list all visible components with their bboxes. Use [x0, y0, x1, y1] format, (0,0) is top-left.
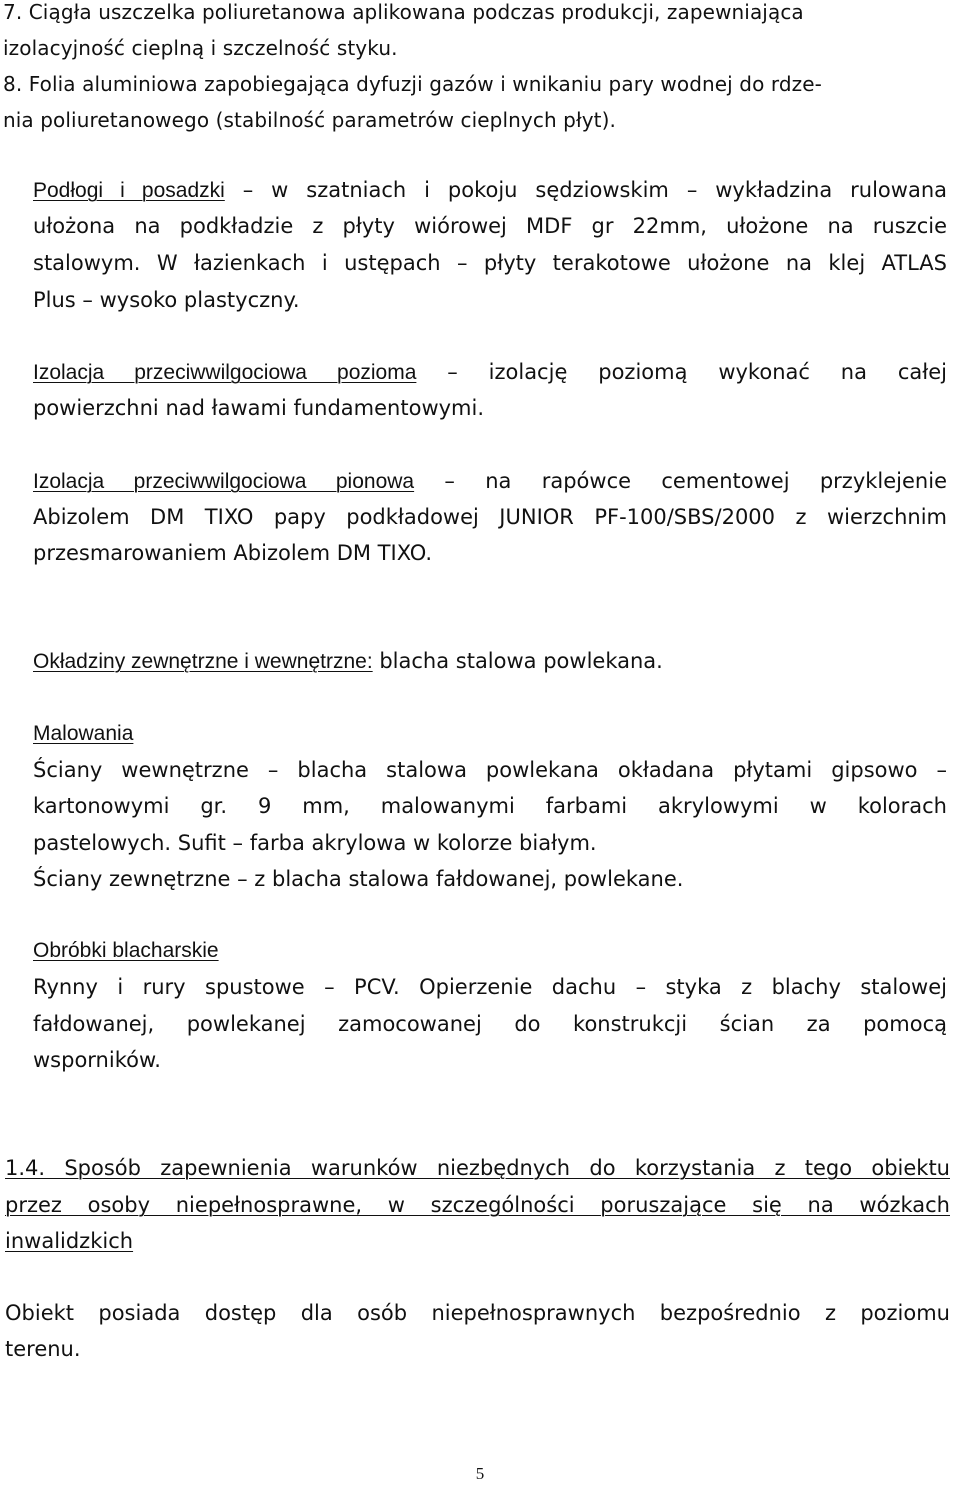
list-item-7-line-2: izolacyjność cieplną i szczelność styku.	[3, 36, 398, 60]
horizontal-insulation-line-1-text: – izolację poziomą wykonać na całej	[416, 360, 947, 384]
vertical-insulation-heading: Izolacja przeciwwilgociowa pionowa	[33, 470, 415, 493]
claddings-line	[33, 643, 947, 680]
section-1-4-body-line-1: Obiekt posiada dostęp dla osób niepełnosprawnych bezpośrednio z poziomu	[5, 1301, 950, 1325]
floors-line-3: stalowym. W łazienkach i ustępach – płyty terakotowe ułożone na klej ATLAS	[33, 251, 947, 275]
claddings-heading: Okładziny zewnętrzne i wewnętrzne:	[33, 650, 373, 673]
vertical-insulation-line-1	[33, 463, 947, 500]
list-item-8-line-2: nia poliuretanowego (stabilność parametrów cieplnych płyt).	[3, 108, 616, 132]
floors-line-2: ułożona na podkładzie z płyty wiórowej MDF gr 22mm, ułożone na ruszcie	[33, 214, 947, 238]
painting-line-1: Ściany wewnętrzne – blacha stalowa powlekana okładana płytami gipsowo –	[33, 758, 947, 782]
floors-line-1-text: – w szatniach i pokoju sędziowskim – wykładzina rulowana	[224, 178, 947, 202]
claddings-text: blacha stalowa powlekana.	[372, 649, 663, 673]
section-1-4-body-line-2: terenu.	[5, 1337, 81, 1361]
horizontal-insulation-line-2: powierzchni nad ławami fundamentowymi.	[33, 396, 485, 420]
horizontal-insulation-line-1	[33, 354, 947, 391]
flashing-line-3: wsporników.	[33, 1048, 161, 1072]
vertical-insulation-line-2: Abizolem DM TIXO papy podkładowej JUNIOR PF-100/SBS/2000 z wierzchnim	[33, 505, 947, 529]
floors-line-1	[33, 172, 947, 209]
painting-line-3: pastelowych. Sufit – farba akrylowa w kolorze białym.	[33, 831, 597, 855]
floors-heading: Podłogi i posadzki	[33, 179, 225, 202]
list-item-7-line-1: 7. Ciągła uszczelka poliuretanowa aplikowana podczas produkcji, zapewniająca	[3, 0, 804, 24]
vertical-insulation-line-3: przesmarowaniem Abizolem DM TIXO.	[33, 541, 433, 565]
flashing-heading: Obróbki blacharskie	[33, 939, 219, 962]
section-1-4-title-line-1: 1.4. Sposób zapewnienia warunków niezbędnych do korzystania z tego obiektu	[5, 1156, 950, 1180]
floors-line-4: Plus – wysoko plastyczny.	[33, 288, 300, 312]
horizontal-insulation-heading: Izolacja przeciwwilgociowa pozioma	[33, 361, 417, 384]
section-1-4-title-line-2: przez osoby niepełnosprawne, w szczególności poruszające się na wózkach	[5, 1193, 950, 1217]
page-number: 5	[475, 1464, 485, 1483]
flashing-line-1: Rynny i rury spustowe – PCV. Opierzenie dachu – styka z blachy stalowej	[33, 975, 947, 999]
flashing-line-2: fałdowanej, powlekanej zamocowanej do konstrukcji ścian za pomocą	[33, 1012, 947, 1036]
painting-heading: Malowania	[33, 722, 134, 745]
section-1-4-title-line-3: inwalidzkich	[5, 1229, 134, 1253]
vertical-insulation-line-1-text: – na rapówce cementowej przyklejenie	[414, 469, 947, 493]
painting-line-4: Ściany zewnętrzne – z blacha stalowa fałdowanej, powlekane.	[33, 867, 684, 891]
painting-line-2: kartonowymi gr. 9 mm, malowanymi farbami akrylowymi w kolorach	[33, 794, 947, 818]
list-item-8-line-1: 8. Folia aluminiowa zapobiegająca dyfuzji gazów i wnikaniu pary wodnej do rdze-	[3, 72, 822, 96]
